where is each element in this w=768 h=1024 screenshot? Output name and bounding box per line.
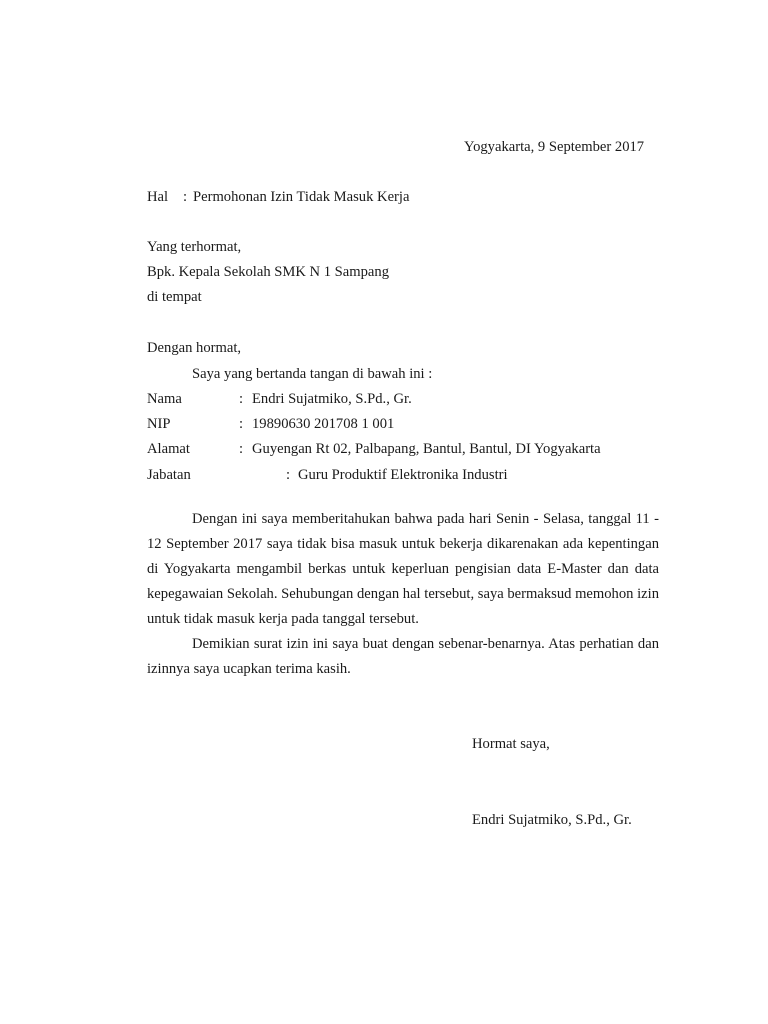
recipient-location: di tempat bbox=[147, 289, 202, 305]
field-value-nip: 19890630 201708 1 001 bbox=[252, 416, 395, 432]
salutation: Dengan hormat, bbox=[147, 340, 242, 356]
subject-colon: : bbox=[183, 189, 188, 205]
field-colon-alamat: : bbox=[239, 441, 244, 457]
signer-name: Endri Sujatmiko, S.Pd., Gr. bbox=[472, 812, 632, 828]
recipient-name: Bpk. Kepala Sekolah SMK N 1 Sampang bbox=[147, 264, 389, 280]
subject-value: Permohonan Izin Tidak Masuk Kerja bbox=[193, 189, 410, 205]
closing-phrase: Hormat saya, bbox=[472, 736, 550, 752]
field-value-alamat: Guyengan Rt 02, Palbapang, Bantul, Bantul, DI Yogyakarta bbox=[252, 441, 601, 457]
field-colon-nama: : bbox=[239, 391, 244, 407]
field-label-jabatan: Jabatan bbox=[147, 467, 191, 483]
body-paragraph-1 bbox=[147, 507, 659, 632]
recipient-greeting: Yang terhormat, bbox=[147, 239, 242, 255]
paragraph-text: Demikian surat izin ini saya buat dengan sebenar-benarnya. Atas perhatian dan izinnya saya ucapkan terima kasih. bbox=[147, 636, 659, 677]
field-label-nip: NIP bbox=[147, 416, 171, 432]
intro-line: Saya yang bertanda tangan di bawah ini : bbox=[192, 366, 433, 382]
recipient-block bbox=[147, 238, 389, 313]
field-colon-jabatan: : bbox=[286, 467, 291, 483]
paragraph-text: Dengan ini saya memberitahukan bahwa pada hari Senin - Selasa, tanggal 11 - 12 September 2017 saya tidak bisa masuk untuk bekerja dikarenakan ada kepentingan di Yogyakarta mengambil berkas untuk keperluan pengisian data E-Master dan data kepegawaian Sekolah. Sehubungan dengan hal tersebut, saya bermaksud memohon izin untuk tidak masuk kerja pada tanggal tersebut. bbox=[147, 511, 659, 627]
field-label-nama: Nama bbox=[147, 391, 182, 407]
body-paragraph-2 bbox=[147, 632, 659, 682]
field-value-nama: Endri Sujatmiko, S.Pd., Gr. bbox=[252, 391, 412, 407]
letter-date: Yogyakarta, 9 September 2017 bbox=[464, 139, 645, 155]
field-label-alamat: Alamat bbox=[147, 441, 190, 457]
field-value-jabatan: Guru Produktif Elektronika Industri bbox=[298, 467, 508, 483]
subject-label: Hal bbox=[147, 189, 169, 205]
field-colon-nip: : bbox=[239, 416, 244, 432]
